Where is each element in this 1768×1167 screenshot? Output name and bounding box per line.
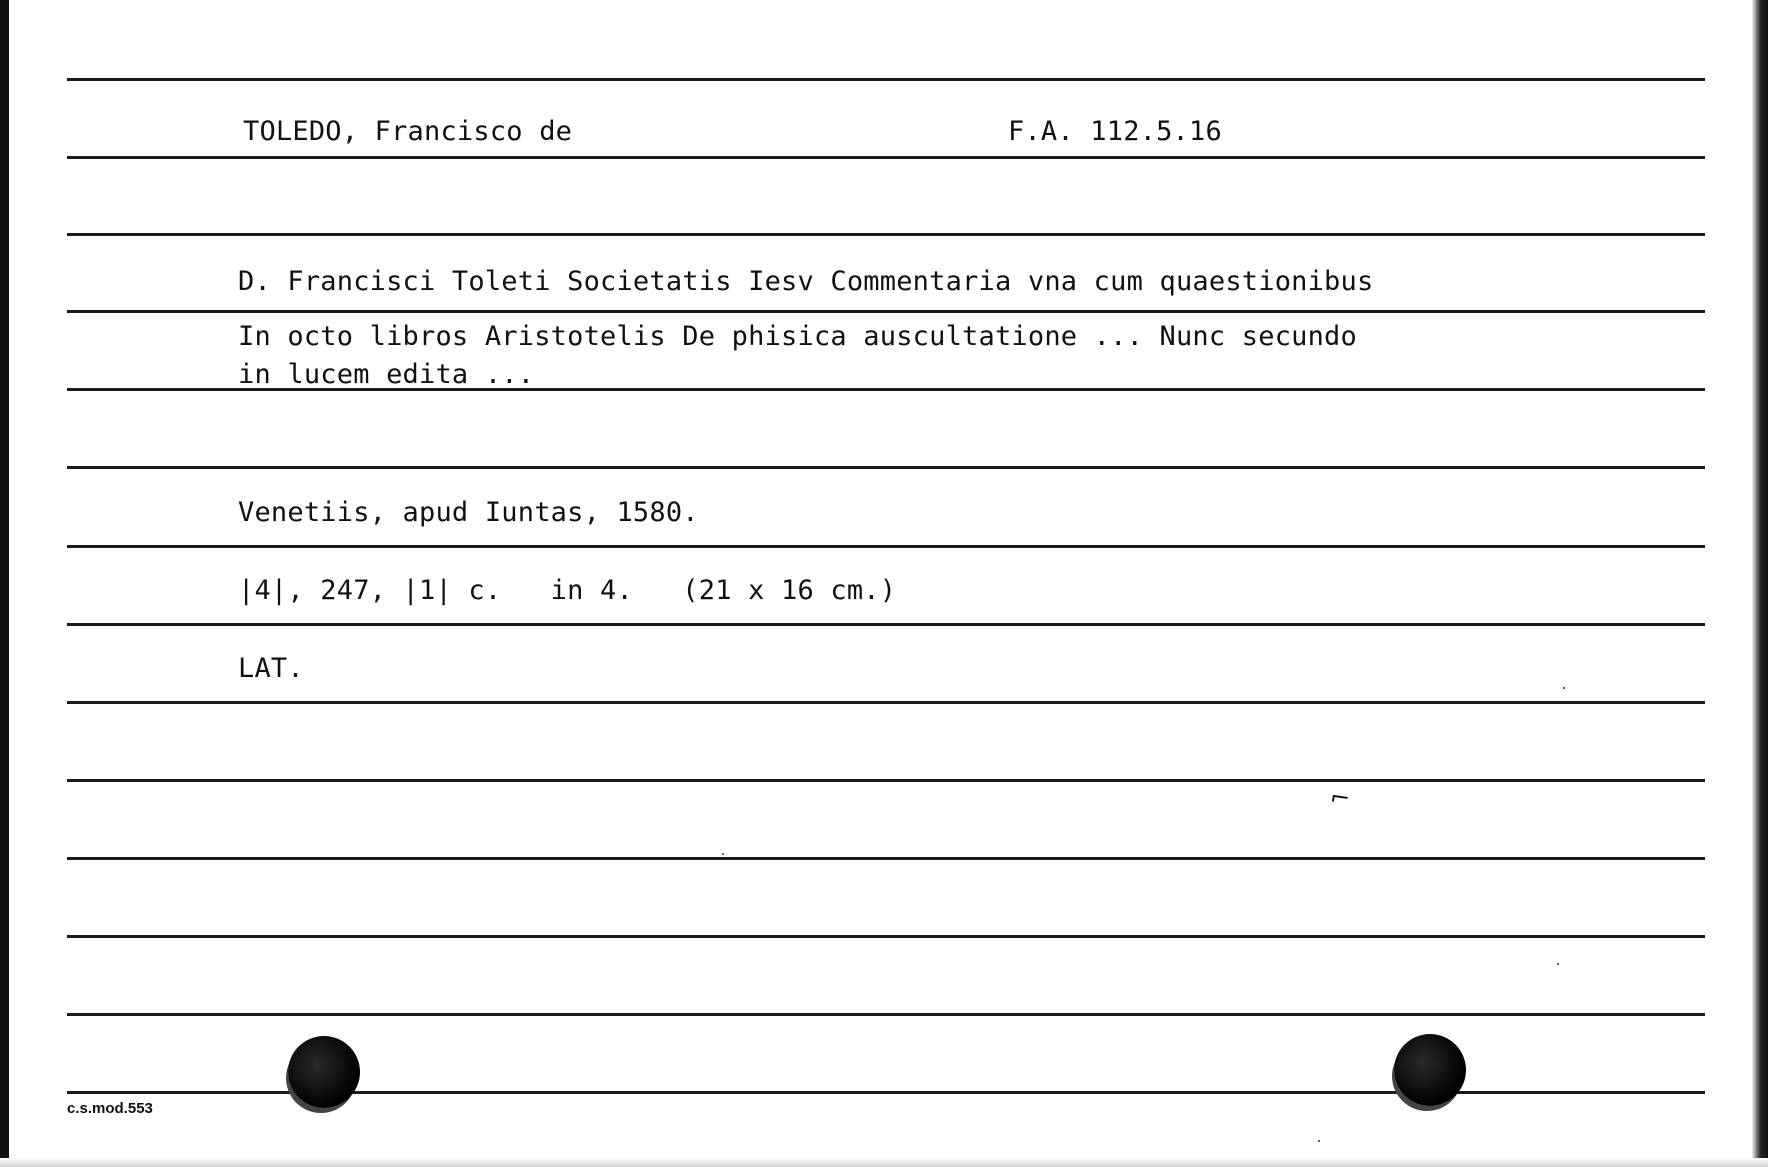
ruled-line xyxy=(67,233,1705,236)
ruled-line xyxy=(67,466,1705,469)
ruled-line xyxy=(67,310,1705,313)
ruled-line xyxy=(67,1013,1705,1016)
title-line-1: D. Francisci Toleti Societatis Iesv Commentaria vna cum quaestionibus xyxy=(238,266,1374,297)
scan-edge-left xyxy=(0,0,9,1167)
author-heading: TOLEDO, Francisco de xyxy=(243,116,573,147)
ruled-line xyxy=(67,701,1705,704)
speck xyxy=(1557,963,1559,965)
language-code: LAT. xyxy=(238,653,304,684)
shelfmark: F.A. 112.5.16 xyxy=(1008,116,1222,147)
imprint: Venetiis, apud Iuntas, 1580. xyxy=(238,497,699,528)
speck xyxy=(722,853,724,855)
ruled-line xyxy=(67,857,1705,860)
title-line-2: In octo libros Aristotelis De phisica auscultatione ... Nunc secundo xyxy=(238,321,1357,352)
collation: |4|, 247, |1| c. in 4. (21 x 16 cm.) xyxy=(238,575,897,606)
punch-hole-right xyxy=(1394,1034,1466,1106)
stray-mark: ⌐ xyxy=(1328,782,1352,814)
punch-hole-left xyxy=(288,1036,360,1108)
ruled-line xyxy=(67,78,1705,81)
title-line-3: in lucem edita ... xyxy=(238,359,535,390)
ruled-line xyxy=(67,623,1705,626)
ruled-line xyxy=(67,935,1705,938)
ruled-line xyxy=(67,779,1705,782)
speck xyxy=(1563,687,1565,689)
scan-edge-right xyxy=(1752,0,1768,1167)
speck xyxy=(1318,1140,1320,1142)
ruled-line xyxy=(67,545,1705,548)
scan-edge-bottom xyxy=(0,1158,1768,1167)
form-code: c.s.mod.553 xyxy=(67,1100,153,1117)
ruled-line xyxy=(67,156,1705,159)
